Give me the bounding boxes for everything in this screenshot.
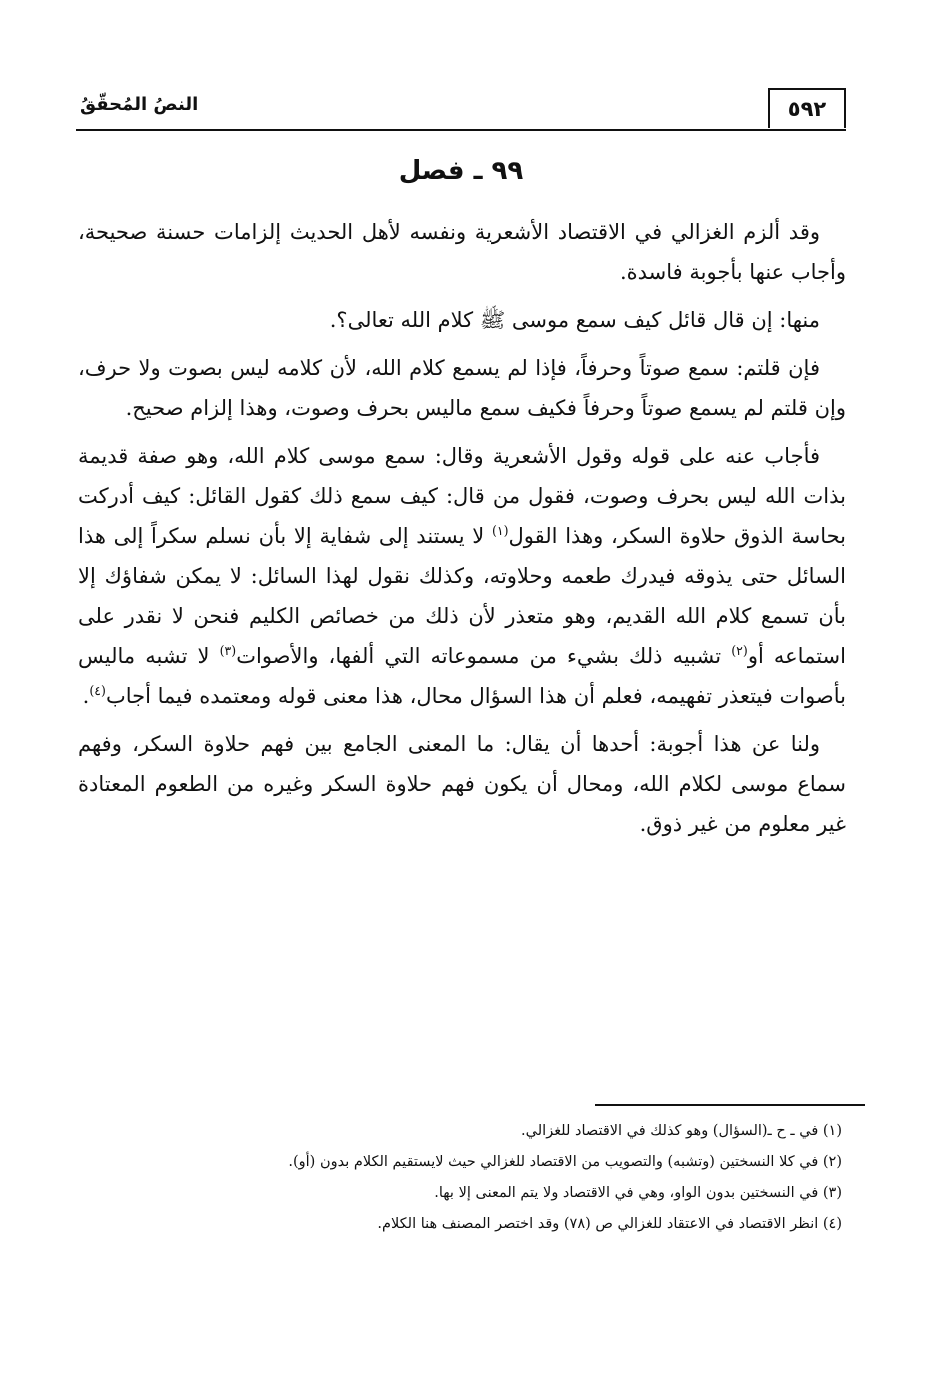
page-header (76, 82, 846, 130)
footnote-marker-2: (٢) (731, 643, 748, 658)
paragraph-3: فإن قلتم: سمع صوتاً وحرفاً، فإذا لم يسمع كلام الله، لأن كلامه ليس بصوت ولا حرف، وإن قلتم لم يسمع صوتاً وحرفاً فكيف سمع ماليس بحرف وصوت، وهذا إلزام صحيح. (78, 356, 846, 420)
footnote-marker-4: (٤) (89, 683, 106, 698)
footnote-3: (٣) في النسختين بدون الواو، وهي في الاقتصاد ولا يتم المعنى إلا بها. (434, 1185, 842, 1201)
header-rule (76, 129, 846, 131)
footnote-marker-1: (١) (491, 523, 509, 538)
paragraph-4-part-e: . (82, 684, 90, 708)
paragraph-5: ولنا عن هذا أجوبة: أحدها أن يقال: ما المعنى الجامع بين فهم حلاوة السكر، وفهم سماع موسى لكلام الله، ومحال أن يكون فهم حلاوة السكر وغيره من الطعوم المعتادة غير معلوم من غير ذوق. (78, 732, 846, 836)
paragraph-2: منها: إن قال قائل كيف سمع موسى ﷺ كلام الله تعالى؟. (329, 308, 820, 332)
section-title: ٩٩ ـ فصل (398, 156, 524, 186)
footnote-marker-3: (٣) (219, 643, 237, 658)
paragraph-4-part-a: فأجاب عنه على قوله وقول الأشعرية وقال: سمع موسى كلام الله، وهو صفة قديمة بذات الله ليس بحرف وصوت، فقول من قال: كيف سمع ذلك كقول القائل: كيف أدركت بحاسة الذوق حلاوة السكر، وهذا القول (78, 444, 846, 548)
running-title: النصُ المُحقّقُ (80, 94, 199, 115)
page-number: ٥٩٢ (768, 88, 846, 128)
paragraph-4-part-c: تشبيه ذلك بشيء من مسموعاته التي ألفها، والأصوات (236, 644, 732, 668)
footnote-1: (١) في ـ ح ـ(السؤال) وهو كذلك في الاقتصاد للغزالي. (521, 1123, 842, 1139)
paragraph-1: وقد ألزم الغزالي في الاقتصاد الأشعرية ونفسه لأهل الحديث إلزامات حسنة صحيحة، وأجاب عنها بأجوبة فاسدة. (78, 220, 846, 284)
paragraph-4-part-b: لا يستند إلى شفاية إلا بأن نسلم سكراً إلى هذا السائل حتى يذوقه فيدرك طعمه وحلاوته، وكذلك نقول لهذا السائل: لا يمكن شفاؤك إلا بأن تسمع كلام الله القديم، وهو متعذر لأن ذلك من خصائص الكليم فنحن لا نقدر على استماعه أو (78, 524, 846, 668)
footnote-rule (595, 1104, 865, 1106)
footnotes (78, 1118, 846, 1242)
paragraph-4 (78, 436, 846, 716)
footnote-2: (٢) في كلا النسختين (وتشبه) والتصويب من الاقتصاد للغزالي حيث لايستقيم الكلام بدون (أو). (288, 1154, 842, 1170)
paragraph-4-part-d: لا تشبه ماليس بأصوات فيتعذر تفهيمه، فعلم أن هذا السؤال محال، هذا معنى قوله ومعتمده فيما أجاب (78, 644, 846, 708)
body-text (78, 212, 846, 852)
footnote-4: (٤) انظر الاقتصاد في الاعتقاد للغزالي ص (٧٨) وقد اختصر المصنف هنا الكلام. (377, 1216, 842, 1232)
